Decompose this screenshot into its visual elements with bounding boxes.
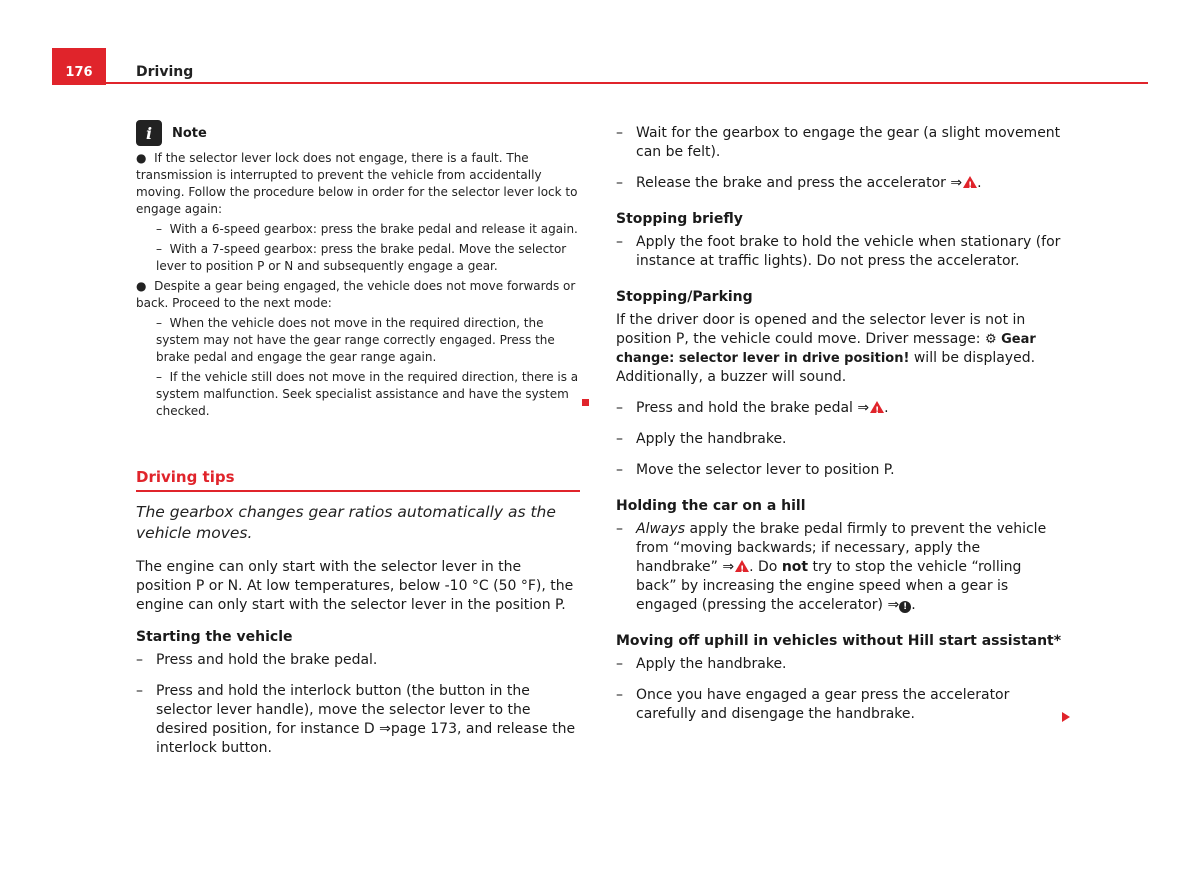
section-title: Driving (136, 64, 194, 80)
driver-message: Gear change: selector lever in drive position! (616, 332, 1036, 366)
list-item-text: apply the brake pedal firmly to prevent the vehicle from “moving backwards; if necessary, apply the handbrake” ⇒ (636, 521, 1047, 575)
list-item: – Once you have engaged a gear press the accelerator carefully and disengage the handbrake. (616, 686, 1062, 724)
end-of-note-marker (582, 399, 589, 406)
list-item: – Always apply the brake pedal firmly to prevent the vehicle from “moving backwards; if necessary, apply the handbrake” ⇒! . Do not try to stop the vehicle “rolling back” by increasing the engine speed when a gear is engaged (pressing the accelerator) ⇒ ! . (616, 520, 1062, 615)
list-item: – Press and hold the brake pedal ⇒! . (616, 399, 1062, 418)
emphasis-not: not (781, 559, 809, 575)
note-sub-4-text: If the vehicle still does not move in the required direction, there is a system malfunction. Seek specialist assistance and have the system checked. (156, 370, 579, 418)
list-item-text: Press and hold the interlock button (the button in the selector lever handle), move the selector lever to the desired position, for instance D ⇒page 173, and release the interlock button. (156, 683, 576, 756)
note-sub-1: – With a 6-speed gearbox: press the brake pedal and release it again. (156, 222, 578, 236)
list-item: – Press and hold the interlock button (the button in the selector lever handle), move the selector lever to the desired position, for instance D ⇒page 173, and release the interlock button. (136, 682, 580, 758)
page-number: 176 (52, 48, 106, 85)
parking-para (616, 311, 1062, 387)
uphill-heading: Moving off uphill in vehicles without Hill start assistant* (616, 633, 1062, 649)
parking-para-a: If the driver door is opened and the selector lever is not in position P, the vehicle could move. Driver message: (616, 312, 1026, 347)
list-item: – Move the selector lever to position P. (616, 461, 1062, 480)
list-item: – Release the brake and press the accelerator ⇒! . (616, 174, 1062, 193)
list-item-text: Once you have engaged a gear press the accelerator carefully and disengage the handbrake. (636, 687, 1010, 722)
list-item: – Apply the handbrake. (616, 430, 1062, 449)
warning-icon (735, 560, 749, 572)
warning-icon (963, 176, 977, 188)
note-body (136, 150, 580, 420)
gear-warning-icon: ⚙ (984, 332, 997, 347)
list-item-text: Move the selector lever to position P. (636, 462, 895, 478)
note-sub-4: – If the vehicle still does not move in the required direction, there is a system malfunction. Seek specialist assistance and have the system checked. (156, 370, 579, 418)
left-column (136, 120, 580, 770)
list-item: – Press and hold the brake pedal. (136, 651, 580, 670)
list-item-text: Press and hold the brake pedal ⇒ (636, 400, 870, 416)
list-item-text: Press and hold the brake pedal. (156, 652, 378, 668)
warning-icon (870, 401, 884, 413)
driving-tips-para: The engine can only start with the selector lever in the position P or N. At low temperatures, below -10 °C (50 °F), the engine can only start with the selector lever in the position P. (136, 559, 574, 613)
list-item-text: Release the brake and press the accelerator ⇒ (636, 175, 963, 191)
list-item: – Wait for the gearbox to engage the gear (a slight movement can be felt). (616, 125, 1061, 160)
starting-heading: Starting the vehicle (136, 629, 293, 645)
parking-para-b: will be displayed. Additionally, a buzzer will sound. (616, 350, 1036, 385)
hill-heading: Holding the car on a hill (616, 498, 806, 514)
note-sub-2-text: With a 7-speed gearbox: press the brake pedal. Move the selector lever to position P or N and subsequently engage a gear. (156, 242, 567, 273)
note-bullet-1-text: If the selector lever lock does not engage, there is a fault. The transmission is interrupted to prevent the vehicle from accidentally moving. Follow the procedure below in order for the selector lever lock to engage again: (136, 151, 578, 216)
list-item-text: Apply the handbrake. (636, 431, 787, 447)
note-bullet-2: ● Despite a gear being engaged, the vehicle does not move forwards or back. Proceed to the next mode: (136, 279, 576, 310)
list-item-text: Apply the handbrake. (636, 656, 787, 672)
info-icon: i (136, 120, 162, 146)
note-box (136, 120, 580, 420)
list-item-text: Apply the foot brake to hold the vehicle when stationary (for instance at traffic lights). Do not press the accelerator. (636, 234, 1061, 269)
hill-do: Do (758, 559, 778, 575)
header-rule (52, 82, 1148, 84)
list-item-text: Wait for the gearbox to engage the gear (a slight movement can be felt). (636, 125, 1061, 160)
continue-arrow-icon (1062, 712, 1070, 722)
emphasis-always: Always (636, 521, 686, 537)
note-circle-icon: ! (899, 601, 911, 613)
note-sub-2: – With a 7-speed gearbox: press the brake pedal. Move the selector lever to position P or N and subsequently engage a gear. (156, 242, 567, 273)
right-column (616, 124, 1062, 736)
note-header (136, 120, 580, 146)
list-item: – Apply the foot brake to hold the vehicle when stationary (for instance at traffic lights). Do not press the accelerator. (616, 234, 1061, 269)
note-bullet-2-text: Despite a gear being engaged, the vehicle does not move forwards or back. Proceed to the next mode: (136, 279, 576, 310)
note-sub-3: – When the vehicle does not move in the required direction, the system may not have the gear range correctly engaged. Press the brake pedal and engage the gear range again. (156, 316, 555, 364)
list-item-text: try to stop the vehicle “rolling back” by increasing the engine speed when a gear is engaged (pressing the accelerator) ⇒ (636, 559, 1022, 613)
note-title: Note (172, 125, 207, 141)
driving-tips-section (136, 468, 580, 758)
driving-tips-heading: Driving tips (136, 468, 580, 492)
note-sub-3-text: When the vehicle does not move in the required direction, the system may not have the gear range correctly engaged. Press the brake pedal and engage the gear range again. (156, 316, 555, 364)
driving-tips-intro: The gearbox changes gear ratios automatically as the vehicle moves. (136, 503, 556, 542)
stopping-heading: Stopping briefly (616, 211, 743, 227)
list-item: – Apply the handbrake. (616, 655, 1062, 674)
parking-heading: Stopping/Parking (616, 289, 753, 305)
note-sub-1-text: With a 6-speed gearbox: press the brake pedal and release it again. (169, 222, 578, 236)
page-header (52, 48, 1148, 85)
note-bullet-1: ● If the selector lever lock does not engage, there is a fault. The transmission is interrupted to prevent the vehicle from accidentally moving. Follow the procedure below in order for the selector lever lock to engage again: (136, 151, 578, 216)
